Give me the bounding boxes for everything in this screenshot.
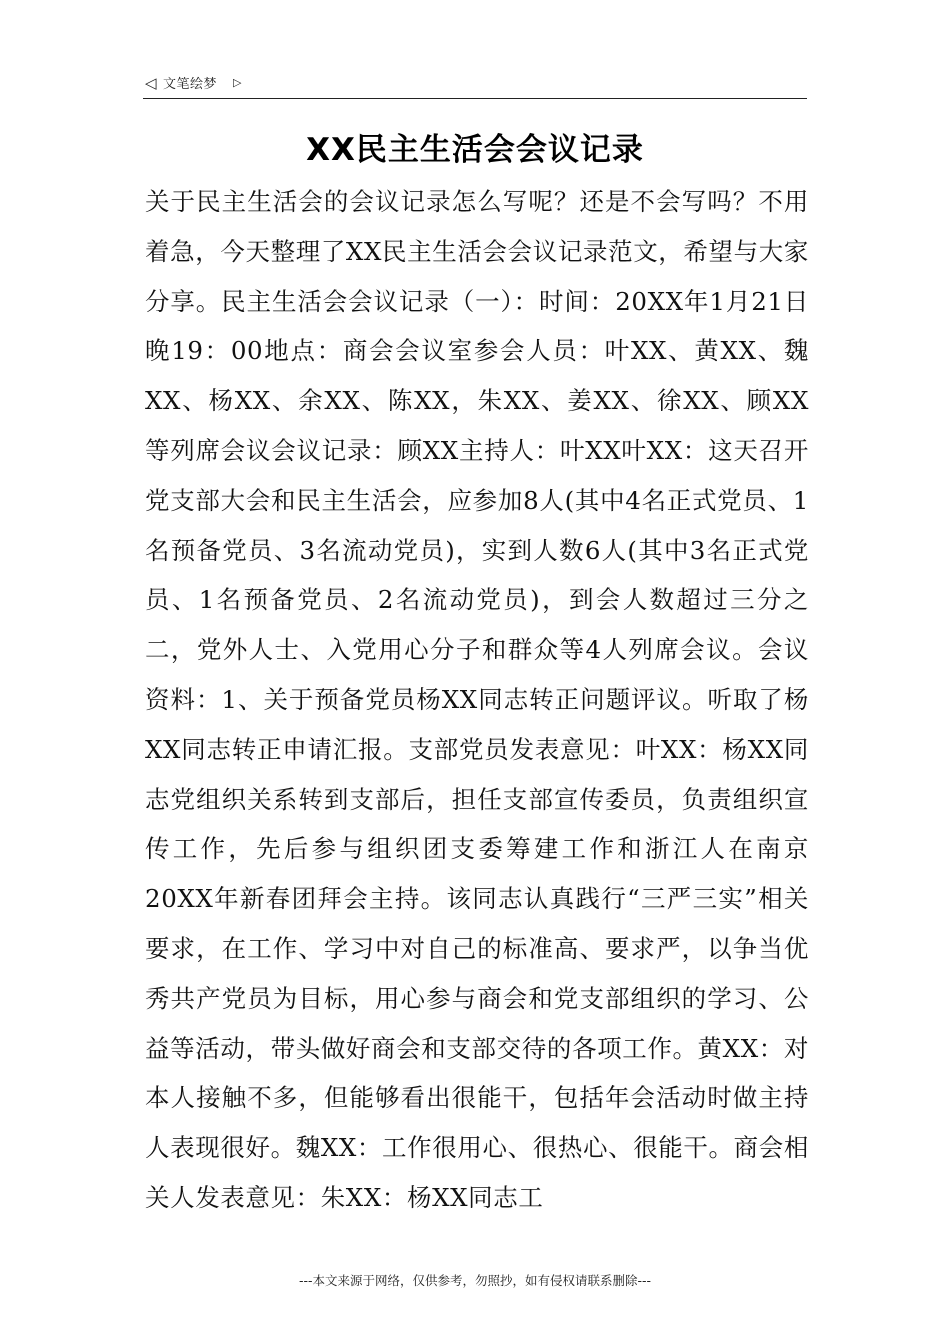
triangle-right-icon: ▷ xyxy=(233,76,242,89)
document-body: 关于民主生活会的会议记录怎么写呢？还是不会写吗？不用着急，今天整理了XX民主生活会会议记录范文，希望与大家分享。民主生活会会议记录（一）：时间：20XX年1月21日晚19：00地点：商会会议室参会人员：叶XX、黄XX、魏XX、杨XX、余XX、陈XX，朱XX、姜XX、徐XX、顾XX等列席会议会议记录：顾XX主持人：叶XX叶XX：这天召开党支部大会和民主生活会，应参加8人(其中4名正式党员、1名预备党员、3名流动党员)，实到人数6人(其中3名正式党员、1名预备党员、2名流动党员)，到会人数超过三分之二，党外人士、入党用心分子和群众等4人列席会议。会议资料：1、关于预备党员杨XX同志转正问题评议。听取了杨XX同志转正申请汇报。支部党员发表意见：叶XX：杨XX同志党组织关系转到支部后，担任支部宣传委员，负责组织宣传工作，先后参与组织团支委筹建工作和浙江人在南京20XX年新春团拜会主持。该同志认真践行“三严三实”相关要求，在工作、学习中对自己的标准高、要求严，以争当优秀共产党员为目标，用心参与商会和党支部组织的学习、公益等活动，带头做好商会和支部交待的各项工作。黄XX：对本人接触不多，但能够看出很能干，包括年会活动时做主持人表现很好。魏XX：工作很用心、很热心、很能干。商会相关人发表意见：朱XX：杨XX同志工 xyxy=(145,187,809,1212)
footer-disclaimer: ---本文来源于网络，仅供参考，勿照抄，如有侵权请联系删除--- xyxy=(298,1273,652,1288)
header-brand: 文笔绘梦 xyxy=(163,77,218,92)
triangle-left-icon: ◁ xyxy=(145,74,157,92)
page-header xyxy=(143,72,807,99)
document-title: XX民主生活会会议记录 xyxy=(306,132,644,168)
